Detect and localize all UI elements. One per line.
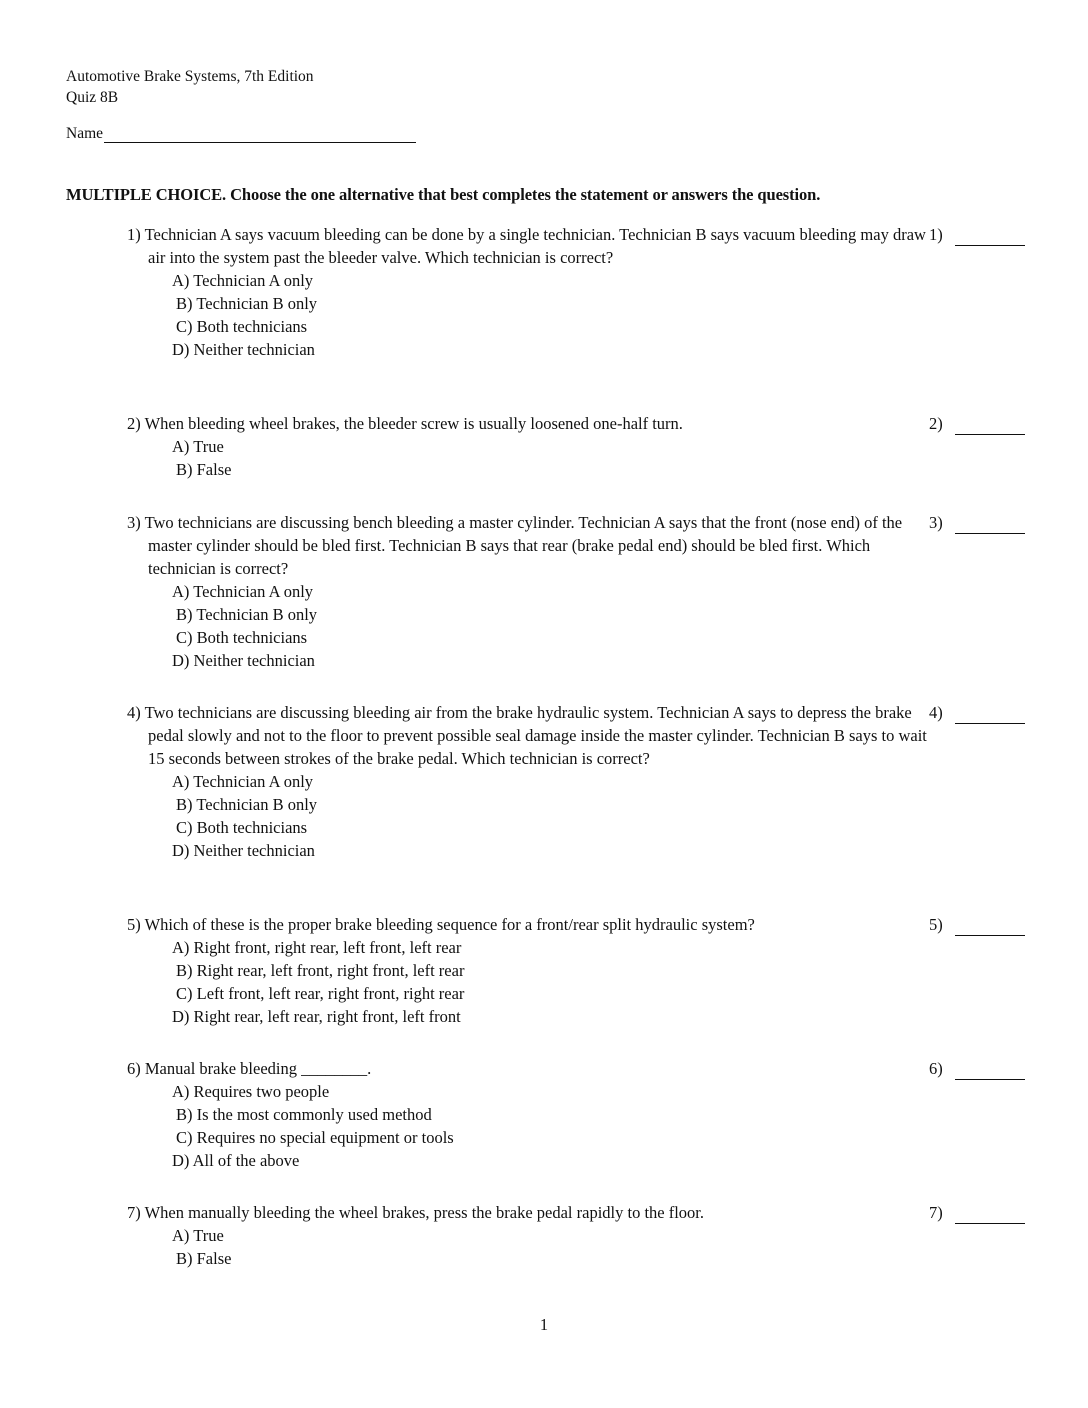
answer-slot <box>929 412 1025 435</box>
choice-list <box>172 1224 1057 1270</box>
answer-slot <box>929 223 1025 246</box>
question-stem: 6) Manual brake bleeding ________. <box>127 1059 372 1078</box>
document-header <box>66 66 314 108</box>
choice-list <box>172 1080 1057 1172</box>
question-stem: 4) Two technicians are discussing bleeding air from the brake hydraulic system. Technician A says to depress the brake pedal slowly and not to the floor to prevent possible seal damage inside the master cylinder. Technician B says to wait 15 seconds between strokes of the brake pedal. Which technician is correct? <box>127 703 927 768</box>
question-4 <box>127 701 1057 862</box>
answer-number: 1) <box>929 225 943 244</box>
name-blank-line[interactable] <box>104 124 416 143</box>
choice-b: B) Is the most commonly used method <box>176 1105 432 1124</box>
choice-b: B) Technician B only <box>176 294 318 313</box>
book-title: Automotive Brake Systems, 7th Edition <box>66 68 314 85</box>
choice-a: A) True <box>172 437 224 456</box>
answer-blank[interactable] <box>955 515 1025 534</box>
answer-blank[interactable] <box>955 705 1025 724</box>
choice-b: B) Technician B only <box>176 795 318 814</box>
choice-b: B) False <box>176 460 232 479</box>
answer-slot <box>929 701 1025 724</box>
answer-slot <box>929 913 1025 936</box>
answer-number: 7) <box>929 1203 943 1222</box>
choice-c: C) Both technicians <box>176 818 308 837</box>
answer-slot <box>929 511 1025 534</box>
question-3 <box>127 511 1057 672</box>
question-stem: 3) Two technicians are discussing bench bleeding a master cylinder. Technician A says that the front (nose end) of the master cylinder should be bled first. Technician B says that rear (brake pedal end) should be bled first. Which technician is correct? <box>127 513 903 578</box>
answer-slot <box>929 1057 1025 1080</box>
question-1 <box>127 223 1057 361</box>
answer-slot <box>929 1201 1025 1224</box>
name-label: Name <box>66 125 104 142</box>
choice-c: C) Both technicians <box>176 628 308 647</box>
choice-a: A) Technician A only <box>172 772 314 791</box>
choice-list <box>172 936 1057 1028</box>
choice-b: B) Right rear, left front, right front, left rear <box>176 961 465 980</box>
answer-number: 4) <box>929 703 943 722</box>
quiz-title: Quiz 8B <box>66 89 119 106</box>
page-number: 1 <box>539 1315 549 1334</box>
choice-d: D) Right rear, left rear, right front, left front <box>172 1007 461 1026</box>
question-stem: 1) Technician A says vacuum bleeding can be done by a single technician. Technician B says vacuum bleeding may draw air into the system past the bleeder valve. Which technician is correct? <box>127 225 926 267</box>
answer-blank[interactable] <box>955 1205 1025 1224</box>
section-instructions: MULTIPLE CHOICE. Choose the one alternative that best completes the statement or answers the question. <box>66 185 821 204</box>
choice-list <box>172 770 1057 862</box>
choice-d: D) Neither technician <box>172 841 315 860</box>
question-7 <box>127 1201 1057 1270</box>
answer-blank[interactable] <box>955 416 1025 435</box>
choice-a: A) Requires two people <box>172 1082 330 1101</box>
question-stem: 5) Which of these is the proper brake bleeding sequence for a front/rear split hydraulic system? <box>127 915 755 934</box>
choice-d: D) Neither technician <box>172 340 315 359</box>
choice-b: B) Technician B only <box>176 605 318 624</box>
choice-a: A) Right front, right rear, left front, left rear <box>172 938 462 957</box>
answer-blank[interactable] <box>955 227 1025 246</box>
choice-d: D) All of the above <box>172 1151 300 1170</box>
question-stem: 7) When manually bleeding the wheel brakes, press the brake pedal rapidly to the floor. <box>127 1203 705 1222</box>
choice-a: A) Technician A only <box>172 271 314 290</box>
answer-blank[interactable] <box>955 917 1025 936</box>
question-stem: 2) When bleeding wheel brakes, the bleeder screw is usually loosened one-half turn. <box>127 414 683 433</box>
answer-number: 2) <box>929 414 943 433</box>
question-2 <box>127 412 1057 481</box>
answer-number: 5) <box>929 915 943 934</box>
choice-b: B) False <box>176 1249 232 1268</box>
choice-c: C) Left front, left rear, right front, right rear <box>176 984 465 1003</box>
answer-number: 3) <box>929 513 943 532</box>
answer-number: 6) <box>929 1059 943 1078</box>
question-6 <box>127 1057 1057 1172</box>
choice-list <box>172 580 1057 672</box>
name-field-row <box>66 124 416 143</box>
choice-a: A) True <box>172 1226 224 1245</box>
answer-blank[interactable] <box>955 1061 1025 1080</box>
choice-c: C) Requires no special equipment or tools <box>176 1128 454 1147</box>
choice-a: A) Technician A only <box>172 582 314 601</box>
question-5 <box>127 913 1057 1028</box>
choice-list <box>172 435 1057 481</box>
choice-list <box>172 269 1057 361</box>
choice-d: D) Neither technician <box>172 651 315 670</box>
choice-c: C) Both technicians <box>176 317 308 336</box>
